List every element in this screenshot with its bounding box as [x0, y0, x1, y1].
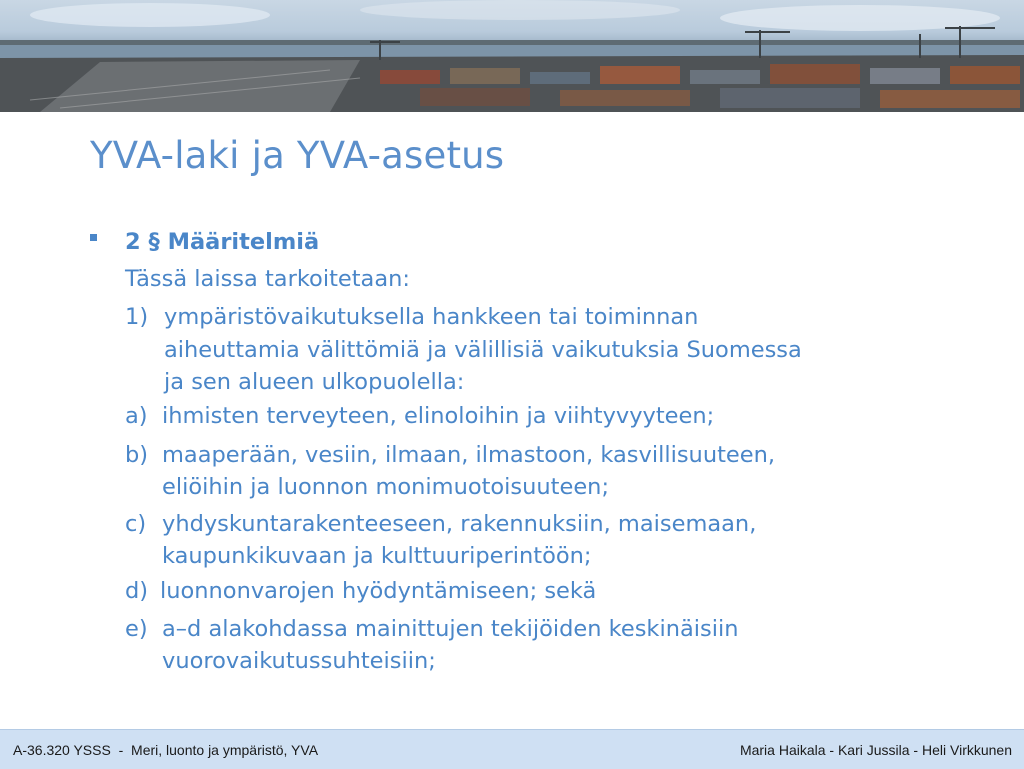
list-item-line: vuorovaikutussuhteisiin;: [162, 648, 436, 674]
list-item-line: maaperään, vesiin, ilmaan, ilmastoon, kasvillisuuteen,: [162, 442, 775, 468]
list-marker: 1): [125, 304, 149, 330]
list-item-line: kaupunkikuvaan ja kulttuuriperintöön;: [162, 543, 592, 569]
intro-text: Tässä laissa tarkoitetaan:: [125, 266, 410, 292]
list-item-line: eliöihin ja luonnon monimuotoisuuteen;: [162, 474, 610, 500]
list-item-line: aiheuttamia välittömiä ja välillisiä vaikutuksia Suomessa: [164, 337, 802, 363]
list-item-line: ihmisten terveyteen, elinoloihin ja viihtyvyyteen;: [162, 403, 715, 429]
footer-authors: Maria Haikala - Kari Jussila - Heli Virkkunen: [739, 742, 1012, 758]
slide-footer: [0, 729, 1024, 769]
bullet-square-icon: [90, 234, 97, 241]
footer-course-info: A-36.320 YSSS - Meri, luonto ja ympäristö, YVA: [13, 742, 319, 758]
list-item-line: yhdyskuntarakenteeseen, rakennuksiin, maisemaan,: [162, 511, 757, 537]
list-marker: a): [125, 403, 148, 429]
list-item-line: ja sen alueen ulkopuolella:: [164, 369, 465, 395]
slide-title: YVA-laki ja YVA-asetus: [90, 134, 505, 177]
list-item-line: ympäristövaikutuksella hankkeen tai toiminnan: [164, 304, 699, 330]
list-item-line: luonnonvarojen hyödyntämiseen; sekä: [160, 578, 597, 604]
list-marker: e): [125, 616, 148, 642]
list-marker: c): [125, 511, 147, 537]
list-marker: b): [125, 442, 149, 468]
list-item-line: a–d alakohdassa mainittujen tekijöiden keskinäisiin: [162, 616, 739, 642]
list-marker: d): [125, 578, 149, 604]
bullet-heading: 2 § Määritelmiä: [125, 229, 320, 255]
